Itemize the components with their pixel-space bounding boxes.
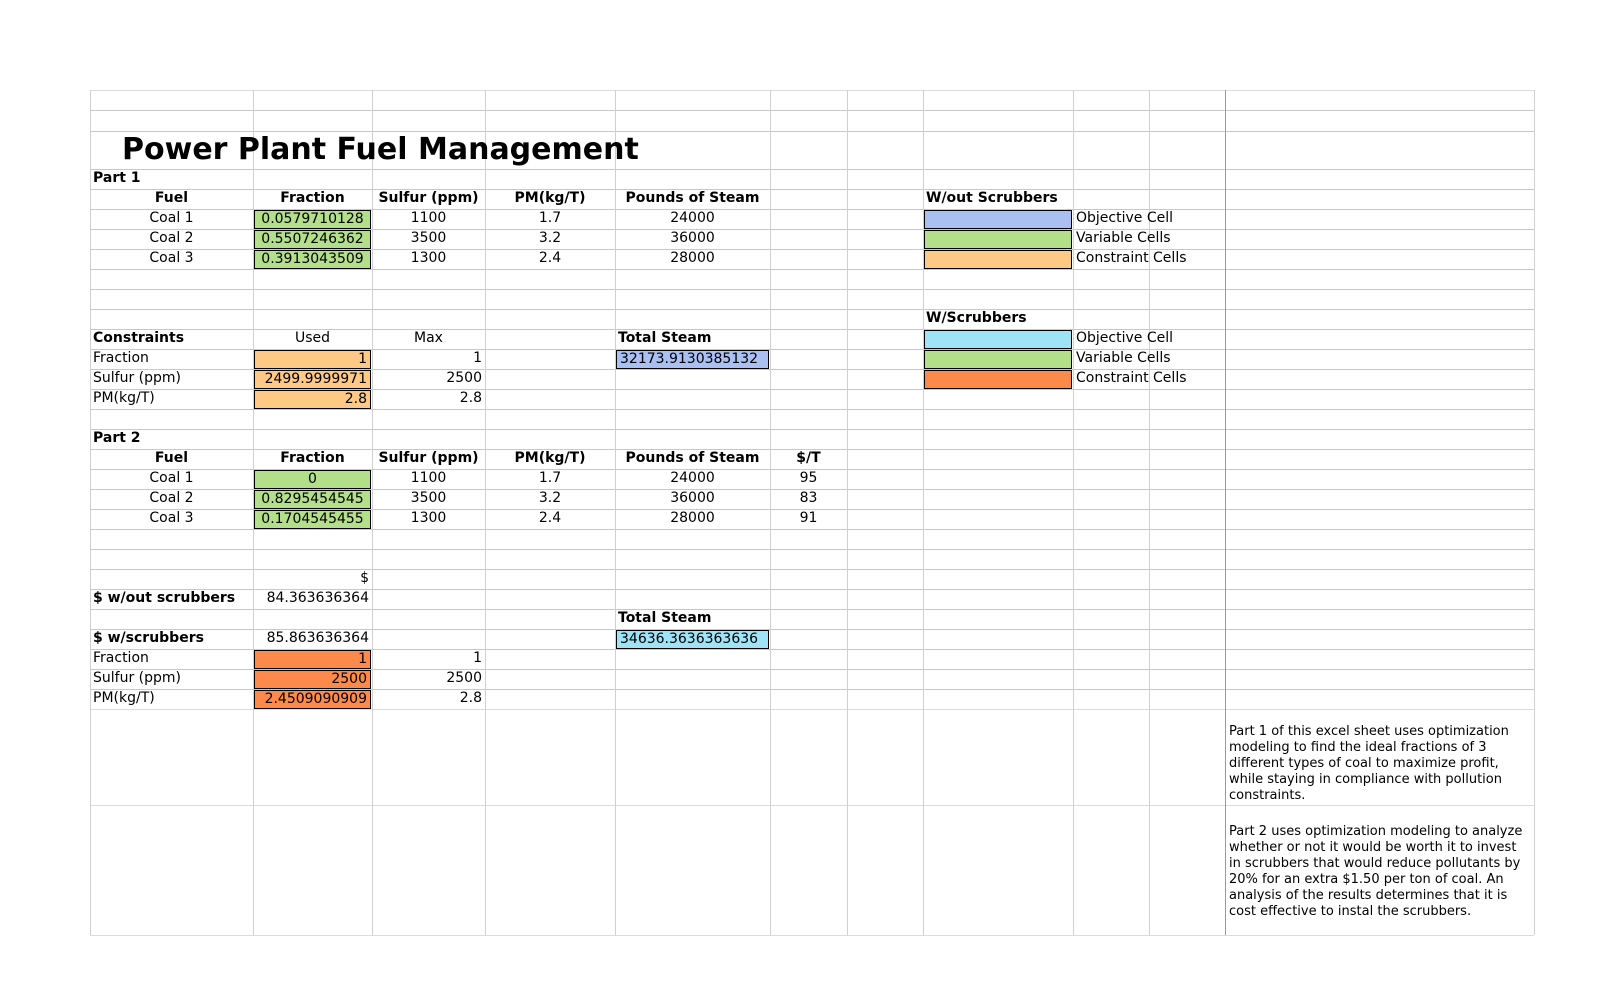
- part1-data-cell[interactable]: Coal 3: [149, 250, 194, 266]
- legend-without-swatch: [924, 230, 1072, 249]
- part1-data-cell[interactable]: 1100: [410, 210, 447, 226]
- legend-with-label: Objective Cell: [1076, 330, 1174, 346]
- part2-constraint-used-cell[interactable]: 1: [254, 650, 371, 669]
- part1-data-cell[interactable]: 1300: [410, 250, 447, 266]
- part2-constraint-label: Fraction: [93, 650, 149, 666]
- part2-without-scrubbers-cost[interactable]: 84.363636364: [266, 590, 369, 606]
- legend-with-label: Constraint Cells: [1076, 370, 1187, 386]
- part2-fraction-variable-cell[interactable]: 0.1704545455: [254, 510, 371, 529]
- part1-max-header: Max: [414, 330, 443, 346]
- part1-header-cell: Fuel: [154, 190, 189, 206]
- part2-label: Part 2: [93, 430, 141, 446]
- legend-with-swatch: [924, 330, 1072, 349]
- part1-data-cell[interactable]: Coal 1: [149, 210, 194, 226]
- grid-row-line: [90, 409, 1534, 410]
- part1-constraint-max-cell[interactable]: 2.8: [459, 390, 482, 406]
- part2-header-cell: Fuel: [154, 450, 189, 466]
- part2-data-cell[interactable]: 3500: [410, 490, 447, 506]
- legend-without-swatch: [924, 250, 1072, 269]
- part1-header-cell: PM(kg/T): [514, 190, 586, 206]
- part1-data-cell[interactable]: 24000: [670, 210, 715, 226]
- part2-with-scrubbers-cost[interactable]: 85.863636364: [266, 630, 369, 646]
- part1-data-cell[interactable]: Coal 2: [149, 230, 194, 246]
- part1-header-cell: Fraction: [280, 190, 345, 206]
- grid-row-line: [90, 935, 1534, 936]
- part2-header-cell: Fraction: [280, 450, 345, 466]
- part2-data-cell[interactable]: Coal 1: [149, 470, 194, 486]
- part2-data-cell[interactable]: 1100: [410, 470, 447, 486]
- part1-constraint-max-cell[interactable]: 2500: [446, 370, 482, 386]
- legend-with-label: Variable Cells: [1076, 350, 1171, 366]
- part1-total-steam-objective-cell[interactable]: 32173.9130385132: [616, 350, 769, 369]
- legend-without-label: Constraint Cells: [1076, 250, 1187, 266]
- part2-without-scrubbers-label: $ w/out scrubbers: [93, 590, 236, 606]
- grid-row-line: [90, 169, 1534, 170]
- part1-fraction-variable-cell[interactable]: 0.5507246362: [254, 230, 371, 249]
- part2-description-note: Part 2 uses optimization modeling to analyze whether or not it would be worth it to invest in scrubbers that would reduce pollutants by 20% for an extra $1.50 per ton of coal. An analysis of the results determines that it is cost effective to instal the scrubbers.: [1229, 824, 1523, 919]
- grid-row-line: [90, 805, 1534, 806]
- grid-row-line: [90, 549, 1534, 550]
- part1-constraint-used-cell[interactable]: 2499.9999971: [254, 370, 371, 389]
- part1-constraint-label: Sulfur (ppm): [93, 370, 181, 386]
- grid-row-line: [90, 309, 1534, 310]
- legend-without-label: Variable Cells: [1076, 230, 1171, 246]
- part2-constraint-max-cell[interactable]: 2500: [446, 670, 482, 686]
- part1-constraint-label: Fraction: [93, 350, 149, 366]
- legend-without-swatch: [924, 210, 1072, 229]
- part2-constraint-label: PM(kg/T): [93, 690, 155, 706]
- part1-data-cell[interactable]: 28000: [670, 250, 715, 266]
- part2-constraint-max-cell[interactable]: 2.8: [459, 690, 482, 706]
- part1-used-header: Used: [294, 330, 331, 346]
- part2-header-cell: $/T: [796, 450, 821, 466]
- part2-fraction-variable-cell[interactable]: 0.8295454545: [254, 490, 371, 509]
- part2-data-cell[interactable]: Coal 3: [149, 510, 194, 526]
- grid-row-line: [90, 429, 1534, 430]
- part2-constraint-label: Sulfur (ppm): [93, 670, 181, 686]
- part2-with-scrubbers-label: $ w/scrubbers: [93, 630, 204, 646]
- grid-row-line: [90, 609, 1534, 610]
- part1-data-cell[interactable]: 3.2: [538, 230, 562, 246]
- part1-data-cell[interactable]: 36000: [670, 230, 715, 246]
- part1-constraint-used-cell[interactable]: 2.8: [254, 390, 371, 409]
- part1-total-steam-label: Total Steam: [618, 330, 712, 346]
- part1-data-cell[interactable]: 1.7: [538, 210, 562, 226]
- part2-header-cell: Pounds of Steam: [625, 450, 760, 466]
- part2-data-cell[interactable]: 95: [799, 470, 818, 486]
- grid-row-line: [90, 529, 1534, 530]
- part1-constraint-used-cell[interactable]: 1: [254, 350, 371, 369]
- part2-data-cell[interactable]: 2.4: [538, 510, 562, 526]
- legend-with-scrubbers-title: W/Scrubbers: [926, 310, 1027, 326]
- part2-data-cell[interactable]: 1.7: [538, 470, 562, 486]
- part1-constraint-label: PM(kg/T): [93, 390, 155, 406]
- part1-header-cell: Pounds of Steam: [625, 190, 760, 206]
- part1-fraction-variable-cell[interactable]: 0.0579710128: [254, 210, 371, 229]
- part2-constraint-max-cell[interactable]: 1: [473, 650, 482, 666]
- legend-without-scrubbers-title: W/out Scrubbers: [926, 190, 1058, 206]
- part2-data-cell[interactable]: 83: [799, 490, 818, 506]
- grid-row-line: [90, 289, 1534, 290]
- part2-data-cell[interactable]: 28000: [670, 510, 715, 526]
- grid-column-line: [1225, 90, 1226, 935]
- grid-row-line: [90, 90, 1534, 91]
- grid-row-line: [90, 709, 1534, 710]
- part2-data-cell[interactable]: 3.2: [538, 490, 562, 506]
- part1-data-cell[interactable]: 2.4: [538, 250, 562, 266]
- part1-label: Part 1: [93, 170, 141, 186]
- part2-header-cell: PM(kg/T): [514, 450, 586, 466]
- part1-header-cell: Sulfur (ppm): [378, 190, 479, 206]
- grid-column-line: [1534, 90, 1535, 935]
- part2-data-cell[interactable]: 91: [799, 510, 818, 526]
- legend-with-swatch: [924, 350, 1072, 369]
- part2-data-cell[interactable]: 36000: [670, 490, 715, 506]
- part2-dollar-header: $: [360, 570, 369, 586]
- part1-fraction-variable-cell[interactable]: 0.3913043509: [254, 250, 371, 269]
- part2-data-cell[interactable]: 24000: [670, 470, 715, 486]
- part1-data-cell[interactable]: 3500: [410, 230, 447, 246]
- part1-constraints-label: Constraints: [93, 330, 185, 346]
- legend-without-label: Objective Cell: [1076, 210, 1174, 226]
- part2-data-cell[interactable]: 1300: [410, 510, 447, 526]
- legend-with-swatch: [924, 370, 1072, 389]
- part1-constraint-max-cell[interactable]: 1: [473, 350, 482, 366]
- grid-row-line: [90, 110, 1534, 111]
- part2-constraint-used-cell[interactable]: 2.4509090909: [254, 690, 371, 709]
- grid-column-line: [847, 90, 848, 935]
- part2-total-steam-label: Total Steam: [618, 610, 712, 626]
- part1-description-note: Part 1 of this excel sheet uses optimization modeling to find the ideal fractions of 3 different types of coal to maximize profit, while staying in compliance with pollution constraints.: [1229, 724, 1509, 803]
- grid-row-line: [90, 269, 1534, 270]
- part2-data-cell[interactable]: Coal 2: [149, 490, 194, 506]
- part2-constraint-used-cell[interactable]: 2500: [254, 670, 371, 689]
- page-title: Power Plant Fuel Management: [122, 132, 639, 167]
- part2-fraction-variable-cell[interactable]: 0: [254, 470, 371, 489]
- part2-total-steam-objective-cell[interactable]: 34636.3636363636: [616, 630, 769, 649]
- part2-header-cell: Sulfur (ppm): [378, 450, 479, 466]
